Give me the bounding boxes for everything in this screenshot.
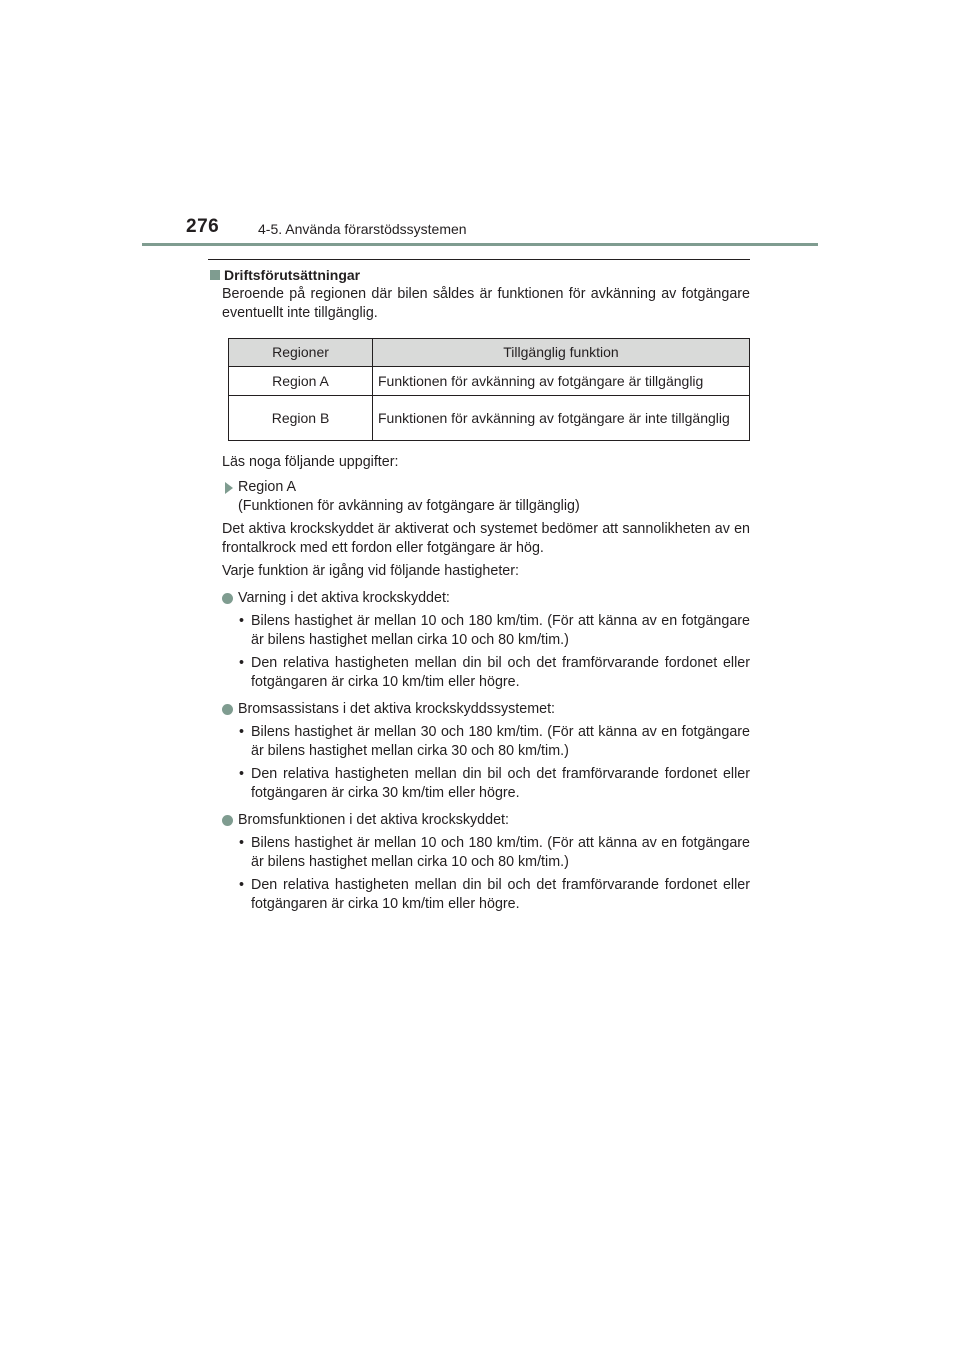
sub-bullet: • <box>239 724 245 740</box>
function-title: Bromsassistans i det aktiva krockskyddssystemet: <box>238 701 556 717</box>
table-header-region: Regioner <box>229 339 373 367</box>
section-title: 4-5. Använda förarstödssystemen <box>258 221 467 237</box>
condition-text: Bilens hastighet är mellan 10 och 180 km/tim. (För att känna av en fotgängare är bilens hastighet mellan cirka 10 och 80 km/tim.) <box>251 613 750 648</box>
section-divider <box>208 259 750 260</box>
sub-bullet: • <box>239 877 245 893</box>
function-title: Varning i det aktiva krockskyddet: <box>238 590 450 606</box>
sub-bullet: • <box>239 766 245 782</box>
sub-bullet: • <box>239 655 245 671</box>
table-cell-function: Funktionen för avkänning av fotgängare är inte tillgänglig <box>373 396 750 441</box>
main-content <box>209 266 750 914</box>
condition-item <box>209 834 750 872</box>
region-a-subtitle: (Funktionen för avkänning av fotgängare är tillgänglig) <box>238 498 580 514</box>
table-cell-region: Region A <box>229 367 373 396</box>
condition-item <box>209 765 750 803</box>
description-paragraph: Det aktiva krockskyddet är aktiverat och systemet bedömer att sannolikheten av en frontalkrock med ett fordon eller fotgängare är hög. <box>222 521 750 556</box>
function-item <box>222 589 750 608</box>
table-cell-region: Region B <box>229 396 373 441</box>
region-a-item <box>222 478 750 516</box>
circle-bullet-icon <box>222 815 233 826</box>
region-table <box>228 338 750 441</box>
section-heading <box>210 266 750 285</box>
sub-bullet: • <box>239 613 245 629</box>
function-conditions <box>209 612 750 692</box>
intro-paragraph: Beroende på regionen där bilen såldes är funktionen för avkänning av fotgängare eventuellt inte tillgänglig. <box>222 286 750 321</box>
condition-text: Den relativa hastigheten mellan din bil och det framförvarande fordonet eller fotgängaren är cirka 30 km/tim eller högre. <box>251 766 750 801</box>
function-item <box>222 700 750 719</box>
region-a-title: Region A <box>238 479 297 495</box>
table-header-row <box>229 339 750 367</box>
table-row <box>229 367 750 396</box>
function-conditions <box>209 723 750 803</box>
function-item <box>222 811 750 830</box>
read-note: Läs noga följande uppgifter: <box>222 454 399 470</box>
header-divider <box>142 243 818 246</box>
function-conditions <box>209 834 750 914</box>
condition-text: Den relativa hastigheten mellan din bil och det framförvarande fordonet eller fotgängaren är cirka 10 km/tim eller högre. <box>251 877 750 912</box>
section-heading-text: Driftsförutsättningar <box>224 267 361 283</box>
triangle-right-icon <box>225 482 233 494</box>
table-header-function: Tillgänglig funktion <box>373 339 750 367</box>
condition-text: Den relativa hastigheten mellan din bil och det framförvarande fordonet eller fotgängaren är cirka 10 km/tim eller högre. <box>251 655 750 690</box>
speeds-intro: Varje funktion är igång vid följande hastigheter: <box>222 563 519 579</box>
condition-item <box>209 612 750 650</box>
condition-item <box>209 723 750 761</box>
circle-bullet-icon <box>222 704 233 715</box>
condition-text: Bilens hastighet är mellan 10 och 180 km/tim. (För att känna av en fotgängare är bilens hastighet mellan cirka 10 och 80 km/tim.) <box>251 835 750 870</box>
square-icon <box>210 270 220 280</box>
condition-item <box>209 654 750 692</box>
condition-text: Bilens hastighet är mellan 30 och 180 km/tim. (För att känna av en fotgängare är bilens hastighet mellan cirka 30 och 80 km/tim.) <box>251 724 750 759</box>
sub-bullet: • <box>239 835 245 851</box>
table-row <box>229 396 750 441</box>
circle-bullet-icon <box>222 593 233 604</box>
page-number: 276 <box>186 216 220 237</box>
condition-item <box>209 876 750 914</box>
function-title: Bromsfunktionen i det aktiva krockskyddet: <box>238 812 509 828</box>
table-cell-function: Funktionen för avkänning av fotgängare är tillgänglig <box>373 367 750 396</box>
